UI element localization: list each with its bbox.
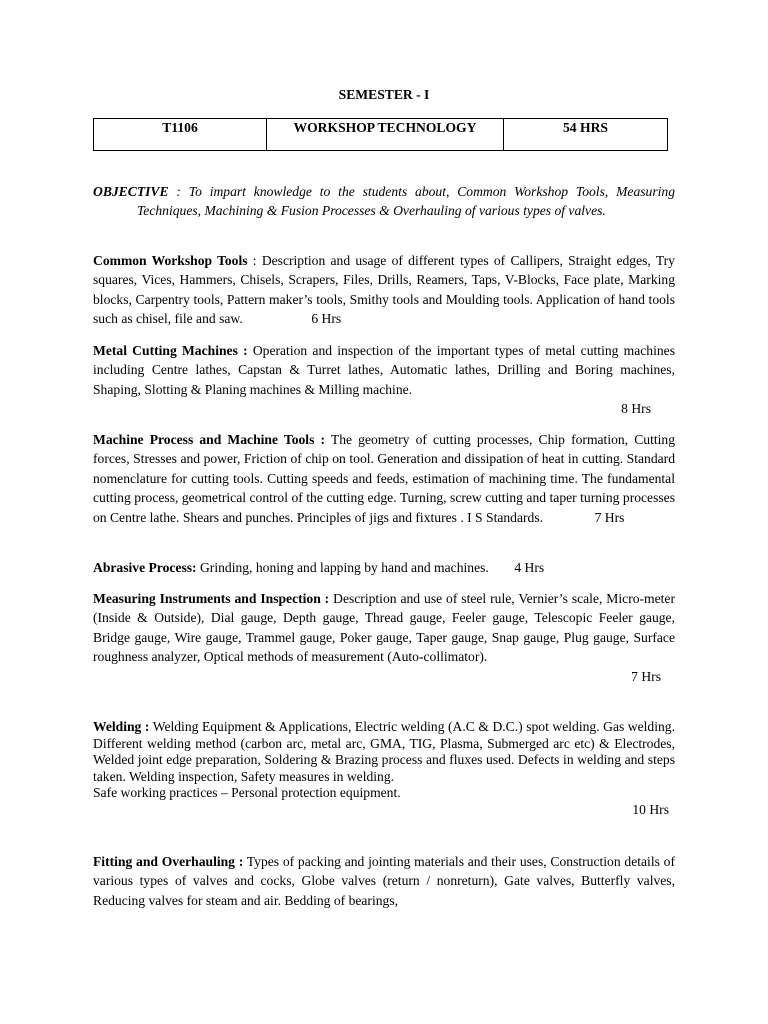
course-title: WORKSHOP TECHNOLOGY <box>266 119 503 151</box>
section-heading: Measuring Instruments and Inspection : <box>93 591 330 606</box>
section-body: Types of packing and jointing materials and their uses, Construction details of various types of valves and cocks, Globe valves (return / nonreturn), Gate valves, Butterfly valves, Reducing valves for steam and air. Bedding of bearings, <box>93 854 675 908</box>
section-body: Description and use of steel rule, Vernier’s scale, Micro-meter (Inside & Outside), Dial gauge, Depth gauge, Thread gauge, Feeler gauge, Telescopic Feeler gauge, Bridge gauge, Wire gauge, Trammel gauge, Poker gauge, Taper gauge, Snap gauge, Plug gauge, Surface roughness analyzer, Optical methods of measurement (Auto-collimator). <box>93 591 675 665</box>
section-body: The geometry of cutting processes, Chip formation, Cutting forces, Stresses and power, Friction of chip on tool. Generation and dissipation of heat in cutting. Standard nomenclature for cutting tools. Cutting speeds and feeds, estimation of machining time. The fundamental cutting process, geometrical control of the cutting edge. Turning, screw cutting and taper turning processes on Centre lathe. Shears and punches. Principles of jigs and fixtures . I S Standards. <box>93 432 676 525</box>
section-extra: Safe working practices – Personal protection equipment. <box>93 785 401 801</box>
section-hours: 10 Hrs <box>632 801 669 817</box>
section-hours: 4 Hrs <box>514 560 545 575</box>
course-table <box>93 118 668 151</box>
section-hours: 8 Hrs <box>621 401 651 417</box>
section-heading: Welding : <box>93 719 150 734</box>
section-heading: Common Workshop Tools <box>93 253 248 268</box>
section-body: Grinding, honing and lapping by hand and machines. <box>196 560 489 575</box>
section-common-workshop-tools <box>93 251 675 329</box>
section-measuring-instruments <box>93 589 675 686</box>
section-heading: Machine Process and Machine Tools : <box>93 432 326 447</box>
objective-text: : To impart knowledge to the students about, Common Workshop Tools, Measuring Techniques, Machining & Fusion Processes & Overhauling of various types of valves. <box>137 184 675 219</box>
section-fitting-overhauling <box>93 852 675 910</box>
section-body: Welding Equipment & Applications, Electric welding (A.C & D.C.) spot welding. Gas welding. Different welding method (carbon arc, metal arc, GMA, TIG, Plasma, Submerged arc etc) & Electrodes, Welded joint edge preparation, Soldering & Brazing process and fluxes used. Defects in welding and steps taken. Welding inspection, Safety measures in welding. <box>93 719 675 784</box>
section-machine-process <box>93 430 675 527</box>
objective-paragraph <box>93 182 675 221</box>
section-heading-separator: : <box>247 253 257 268</box>
section-heading: Fitting and Overhauling : <box>93 854 244 869</box>
objective-label: OBJECTIVE <box>93 184 169 199</box>
section-heading: Metal Cutting Machines : <box>93 343 248 358</box>
semester-title: SEMESTER - I <box>338 87 430 102</box>
course-hours: 54 HRS <box>503 119 667 151</box>
section-hours: 6 Hrs <box>311 311 342 327</box>
section-hours: 7 Hrs <box>631 668 661 684</box>
section-heading: Abrasive Process: <box>93 560 197 575</box>
section-welding <box>93 719 675 819</box>
section-body: Description and usage of different types of Callipers, Straight edges, Try squares, Vices, Hammers, Chisels, Scrapers, Files, Drills, Reamers, Taps, V-Blocks, Face plate, Marking blocks, Carpentry tools, Pattern maker’s tools, Smithy tools and Moulding tools. Application of hand tools such as chisel, file and saw. <box>93 253 675 327</box>
section-metal-cutting-machines <box>93 341 675 419</box>
section-abrasive-process <box>93 558 675 577</box>
section-body: Operation and inspection of the important types of metal cutting machines including Centre lathes, Capstan & Turret lathes, Automatic lathes, Drilling and Boring machines, Shaping, Slotting & Planing machines & Milling machine. <box>93 343 675 397</box>
course-code: T1106 <box>94 119 267 151</box>
section-hours: 7 Hrs <box>594 509 625 525</box>
course-row <box>94 119 668 151</box>
